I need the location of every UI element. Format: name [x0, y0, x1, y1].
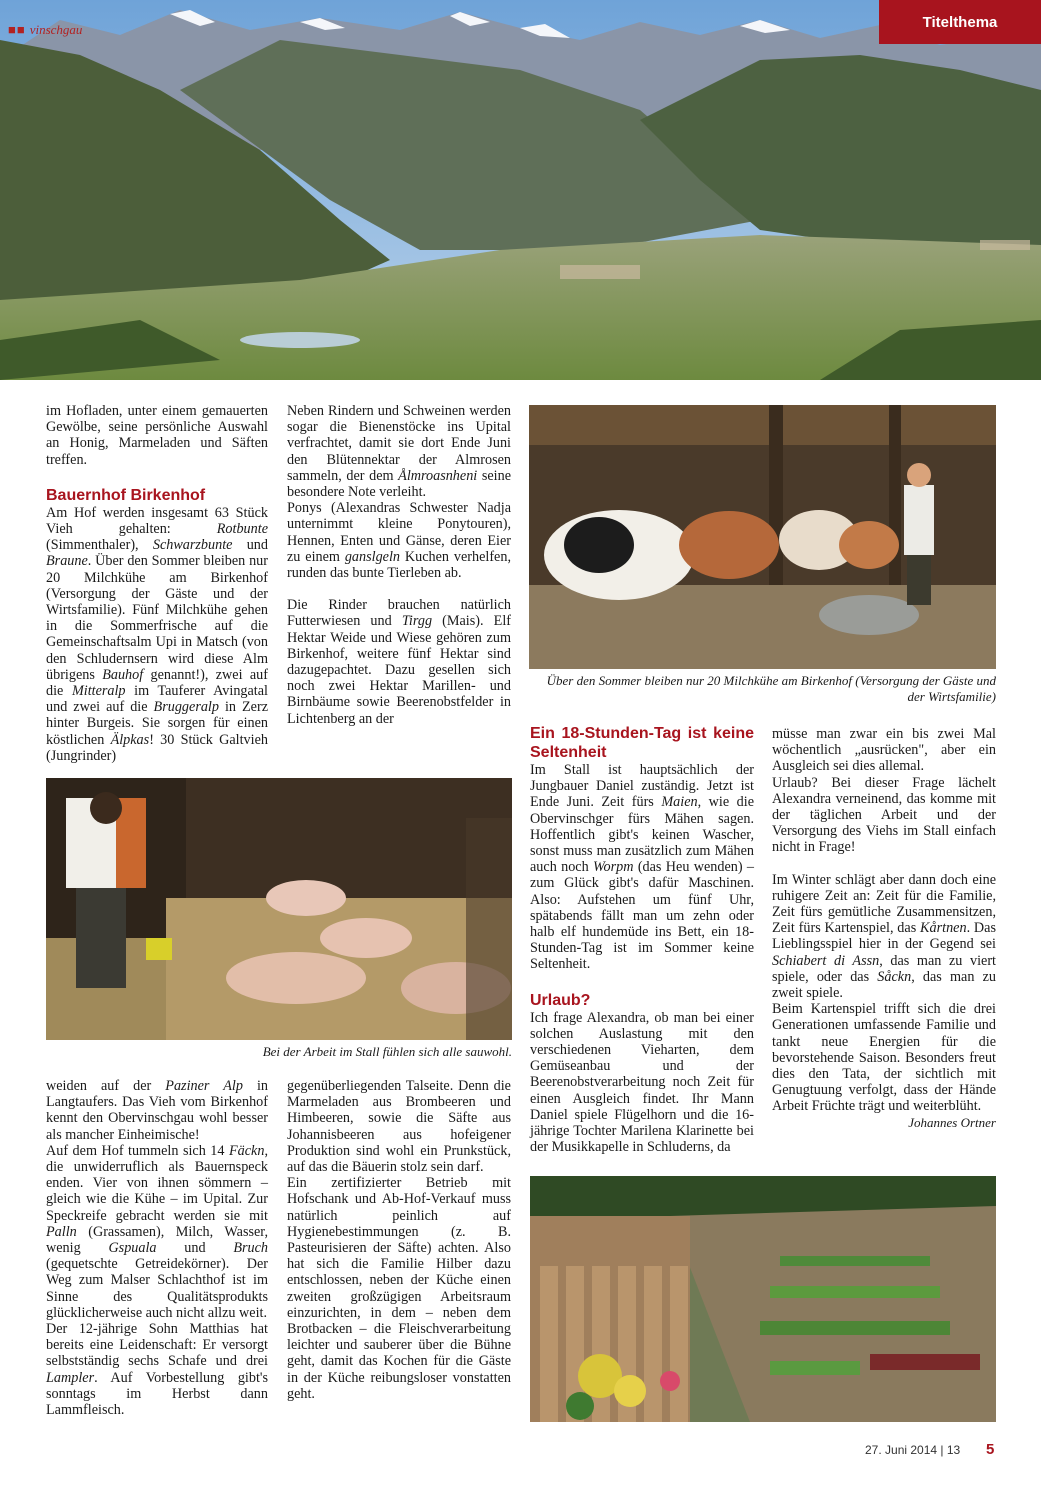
footer-date: 27. Juni 2014 | 13	[865, 1443, 961, 1457]
logo-dots-icon: ■■	[8, 22, 26, 37]
cows-barn-image	[529, 405, 996, 669]
col4-paragraph-2: Urlaub? Bei dieser Frage lächelt Alexandra verneinend, das komme mit der täglichen Arbeit und der Versorgung des Viehs im Stall einfach nicht in Frage!	[772, 774, 996, 856]
column-5	[46, 1078, 268, 1418]
col4-paragraph-1: müsse man zwar ein bis zwei Mal wöchentlich „ausrücken", aber ein Ausgleich sei dies allemal.	[772, 726, 996, 775]
photo-cows-barn	[529, 405, 996, 669]
col5-paragraph-1: weiden auf der Paziner Alp in Langtaufers. Das Vieh vom Birkenhof kennt den Obervinschgau wohl besser als mancher Einheimische!	[46, 1078, 268, 1143]
logo-text: vinschgau	[29, 22, 83, 37]
col6-paragraph-1: gegenüberliegenden Talseite. Denn die Marmeladen aus Brombeeren und Himbeeren, sowie die Säfte aus Johannisbeeren aus hofeigener Produktion sind wohl ein Prunkstück, auf das die Bäuerin stolz sein darf.	[287, 1078, 511, 1176]
col1-paragraph-2: Am Hof werden insgesamt 63 Stück Vieh gehalten: Rotbunte (Simmenthaler), Schwarzbunte und Braune. Über den Sommer bleiben nur 20 Milchkühe am Birkenhof (Versorgung der Gäste und der Wirtsfamilie). Fünf Milchkühe gehen in die Sommerfrische auf die Gemeinschaftsalm Upi in Matsch (von den Schludernsern wird diese Alm übrigens Bauhof genannt!), zwei auf die Mitteralp im Tauferer Avingatal und zwei auf die Bruggeralp in Zerz hinter Burgeis. Sie sorgen für einen köstlichen Älpkas! 30 Stück Galtvieh (Jungrinder)	[46, 504, 268, 764]
col3-paragraph-2: Ich frage Alexandra, ob man bei einer solchen Auslastung mit den verschiedenen Vieharten, dem Gemüseanbau und der Beerenobstverarbeitung noch Zeit für einen Ausgleich findet. Ihr Mann Daniel spiele Flügelhorn und die 16-jährige Tochter Marilena Klarinette bei der Musikkapelle in Schluderns, da	[530, 1009, 754, 1156]
col1-paragraph-1: im Hofladen, unter einem gemauerten Gewölbe, seine persönliche Auswahl an Honig, Marmeladen und Säften treffen.	[46, 403, 268, 468]
col4-paragraph-4: Beim Kartenspiel trifft sich die drei Generationen umfassende Familie und tankt neue Energien für die bevorstehende Saison. Besonders freut dies den Tata, der sichtlich mit Genugtuung verfolgt, dass der Hände Arbeit Früchte trägt und weiterblüht.	[772, 1001, 996, 1115]
caption-pigs: Bei der Arbeit im Stall fühlen sich alle sauwohl.	[262, 1044, 512, 1059]
col5-paragraph-2: Auf dem Hof tummeln sich 14 Fäckn, die unwiderruflich als Bauernspeck enden. Vier von ihnen sömmern – gleich wie die Kühe – im Upital. Zur Speckreife gebracht werden sie mit Palln (Grassamen), Milch, Wasser, wenig Gspuala und Bruch (gequetschte Getreidekörner). Der Weg zum Malser Schlachthof ist im Sinne des Qualitätsprodukts glücklicherweise auch nicht allzu weit.	[46, 1142, 268, 1321]
col2-paragraph-1: Neben Rindern und Schweinen werden sogar die Bienenstöcke ins Upital verfrachtet, damit sie dort Ende Juni den Blütennektar der Almrosen sammeln, der dem Ålmroasnheni seine besondere Note verleiht.	[287, 403, 511, 501]
column-1	[46, 403, 268, 764]
photo-vegetable-garden	[530, 1176, 996, 1422]
valley-landscape-image	[0, 0, 1041, 380]
magazine-logo	[8, 22, 82, 38]
col2-paragraph-3: Die Rinder brauchen natürlich Futterwiesen und Tirgg (Mais). Elf Hektar Weide und Wiese gehören zum Birkenhof, weitere fünf Hektar sind dazugepachtet. Dazu gesellen sich noch zwei Hektar Marillen- und Birnbäume sowie Beerenobstfelder in Lichtenberg an der	[287, 597, 511, 727]
col6-paragraph-2: Ein zertifizierter Betrieb mit Hofschank und Ab-Hof-Verkauf muss natürlich peinlich auf Hygienebestimmungen (z. B. Pasteurisieren der Säfte) achten. Also hat sich die Familie Hilber dazu entschlossen, neben der Küche einen zweiten großzügigen Arbeitsraum einzurichten, in dem – neben dem Brotbacken – die Fleischverarbeitung leichter und sauberer über die Bühne geht, damit das Kochen für die Gäste in der Küche reibungsloser vonstatten geht.	[287, 1175, 511, 1402]
col4-paragraph-3: Im Winter schlägt aber dann doch eine ruhigere Zeit an: Zeit für die Familie, Zeit fürs gemütliche Zusammensitzen, Zeit fürs Kartenspiel, das Kårtnen. Das Lieblingsspiel hier in der Gegend sei Schiabert di Assn, das man zu viert spiele, oder das Såckn, das man zu zweit spiele.	[772, 871, 996, 1002]
col2-paragraph-2: Ponys (Alexandras Schwester Nadja unternimmt kleine Ponytouren), Hennen, Enten und Gänse, deren Eier zu einem ganslgeln Kuchen verhelfen, runden das bunte Tierleben ab.	[287, 500, 511, 582]
col3-paragraph-1: Im Stall ist hauptsächlich der Jungbauer Daniel zuständig. Jetzt ist Ende Juni. Zeit fürs Maien, wie die Obervinschger fürs Mähen sagen. Hoffentlich gibt's keinen Wascher, sonst muss man zusätzlich zum Mähen auch noch Worpm (das Heu wenden) – zum Glück gibt's dafür Maschinen. Also: Aufstehen um fünf Uhr, spätabends fällt man um zehn oder halb elf hundemüde ins Bett, ein 18-Stunden-Tag ist im Sommer keine Seltenheit.	[530, 762, 754, 973]
author-name: Johannes Ortner	[908, 1114, 996, 1130]
column-6	[287, 1078, 511, 1402]
column-3	[530, 724, 754, 1155]
page-number: 5	[986, 1441, 995, 1458]
pigs-stall-image	[46, 778, 512, 1040]
photo-pigs-stall	[46, 778, 512, 1040]
caption-cows: Über den Sommer bleiben nur 20 Milchkühe am Birkenhof (Versorgung der Gäste und der Wirtsfamilie)	[546, 673, 996, 704]
column-4	[772, 726, 996, 1131]
garden-image	[530, 1176, 996, 1422]
heading-urlaub: Urlaub?	[530, 991, 591, 1009]
heading-18-stunden: Ein 18-Stunden-Tag ist keine Seltenheit	[530, 725, 754, 761]
col5-paragraph-3: Der 12-jährige Sohn Matthias hat bereits eine Leidenschaft: Er versorgt selbstständig sechs Schafe und drei Lampler. Auf Vorbestellung gibt's sonntags im Herbst dann Lammfleisch.	[46, 1321, 268, 1419]
hero-photo-valley	[0, 0, 1041, 380]
column-2	[287, 403, 511, 727]
section-tab: Titelthema	[879, 0, 1041, 44]
heading-bauernhof: Bauernhof Birkenhof	[46, 486, 206, 504]
